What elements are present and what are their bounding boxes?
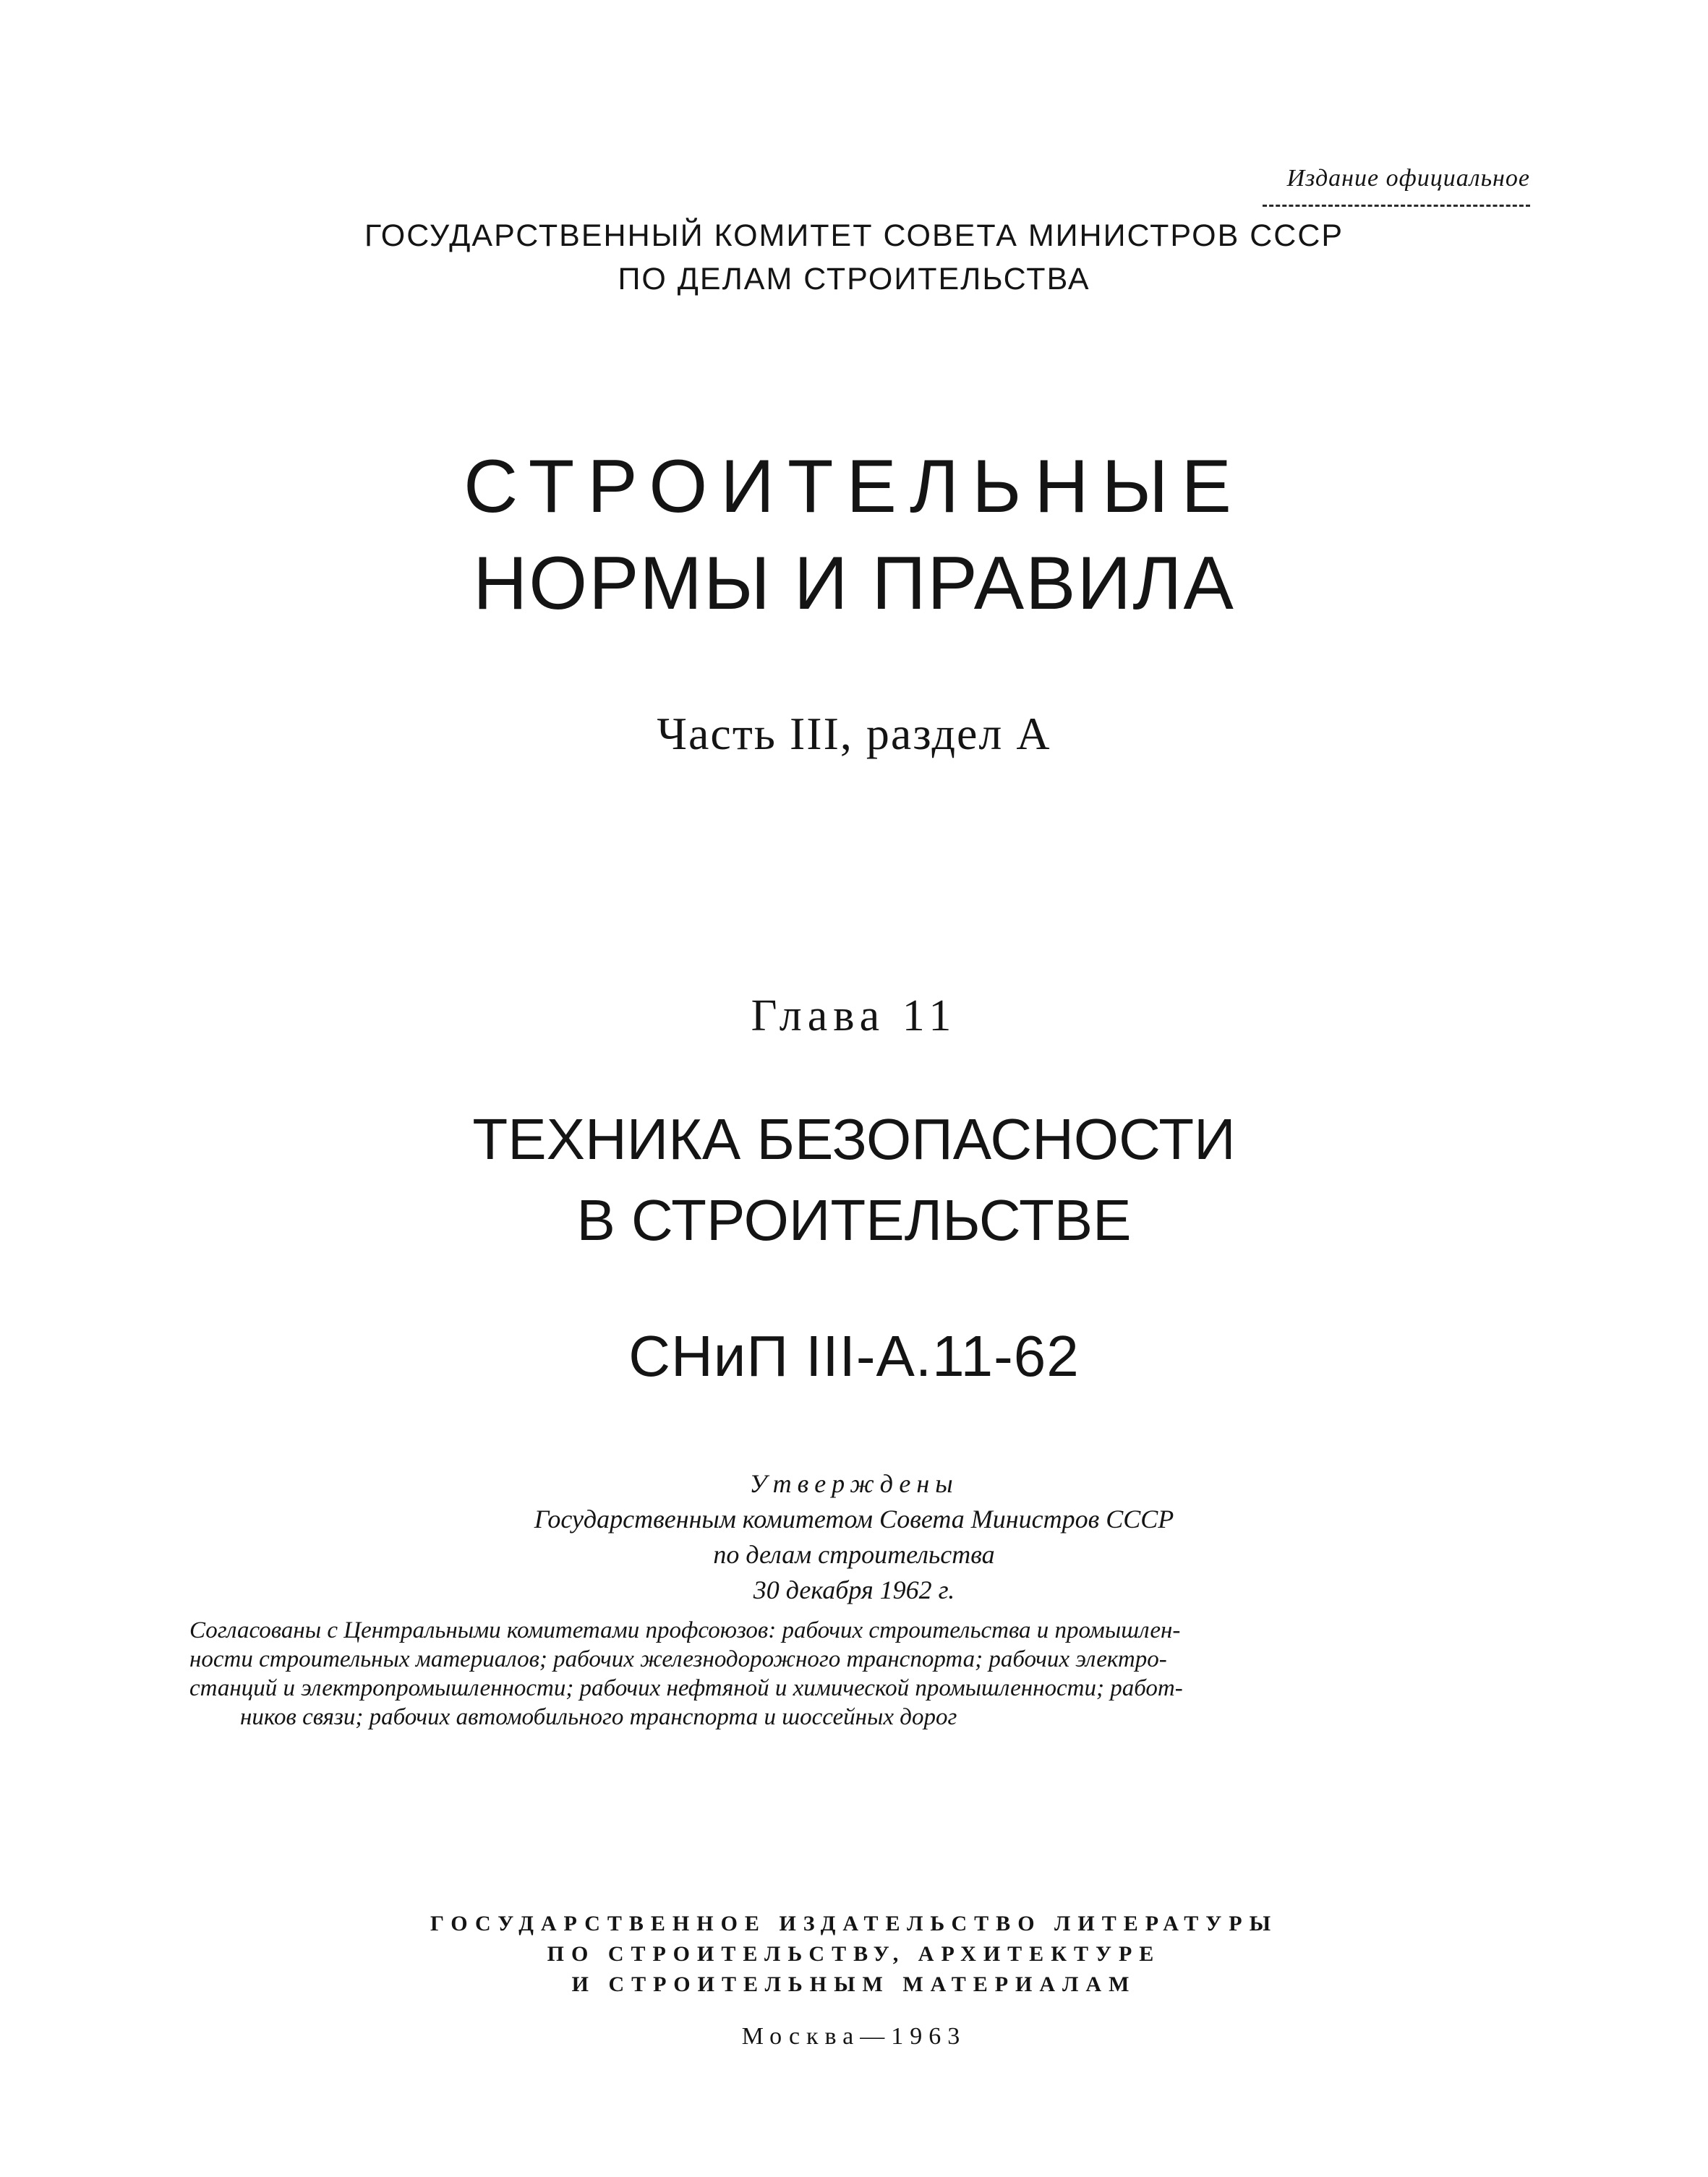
agreement-paragraph	[189, 1616, 1445, 1732]
approval-line-1: Государственным комитетом Совета Министров СССР	[534, 1505, 1174, 1534]
part-section: Часть III, раздел А	[657, 708, 1051, 759]
chapter-title-line-1: ТЕХНИКА БЕЗОПАСНОСТИ	[472, 1107, 1236, 1171]
chapter-title-line-2: В СТРОИТЕЛЬСТВЕ	[576, 1188, 1132, 1252]
approval-line-2: по делам строительства	[713, 1540, 995, 1569]
title-line-2: НОРМЫ И ПРАВИЛА	[473, 542, 1235, 625]
edition-note-rule	[1263, 205, 1530, 207]
committee-line-2: ПО ДЕЛАМ СТРОИТЕЛЬСТВА	[618, 262, 1090, 296]
chapter-number: Глава 11	[751, 991, 957, 1040]
approval-date: 30 декабря 1962 г.	[753, 1575, 955, 1604]
approval-heading: Утверждены	[749, 1469, 959, 1498]
publisher-line-1: ГОСУДАРСТВЕННОЕ ИЗДАТЕЛЬСТВО ЛИТЕРАТУРЫ	[430, 1912, 1278, 1936]
agreement-line-4: ников связи; рабочих автомобильного транспорта и шоссейных дорог	[240, 1704, 957, 1730]
agreement-line-3: станций и электропромышленности; рабочих нефтяной и химической промышленности; работ-	[189, 1675, 1183, 1701]
chapter-title	[0, 1099, 1708, 1261]
agreement-line-1: Согласованы с Центральными комитетами профсоюзов: рабочих строительства и промышлен-	[189, 1617, 1181, 1643]
agreement-line-2: ности строительных материалов; рабочих железнодорожного транспорта; рабочих электро-	[189, 1646, 1167, 1672]
committee-heading	[0, 214, 1708, 301]
city-year: Москва—1963	[741, 2023, 967, 2050]
publisher-line-3: И СТРОИТЕЛЬНЫМ МАТЕРИАЛАМ	[571, 1972, 1137, 1996]
document-title	[0, 438, 1708, 632]
approval-block	[0, 1466, 1708, 1608]
committee-line-1: ГОСУДАРСТВЕННЫЙ КОМИТЕТ СОВЕТА МИНИСТРОВ СССР	[364, 218, 1344, 253]
document-code: СНиП III-А.11-62	[628, 1324, 1080, 1388]
publisher-block	[0, 1909, 1708, 2000]
edition-note: Издание официальное	[1286, 165, 1530, 192]
publisher-line-2: ПО СТРОИТЕЛЬСТВУ, АРХИТЕКТУРЕ	[547, 1942, 1161, 1966]
title-line-1: СТРОИТЕЛЬНЫЕ	[464, 445, 1244, 529]
